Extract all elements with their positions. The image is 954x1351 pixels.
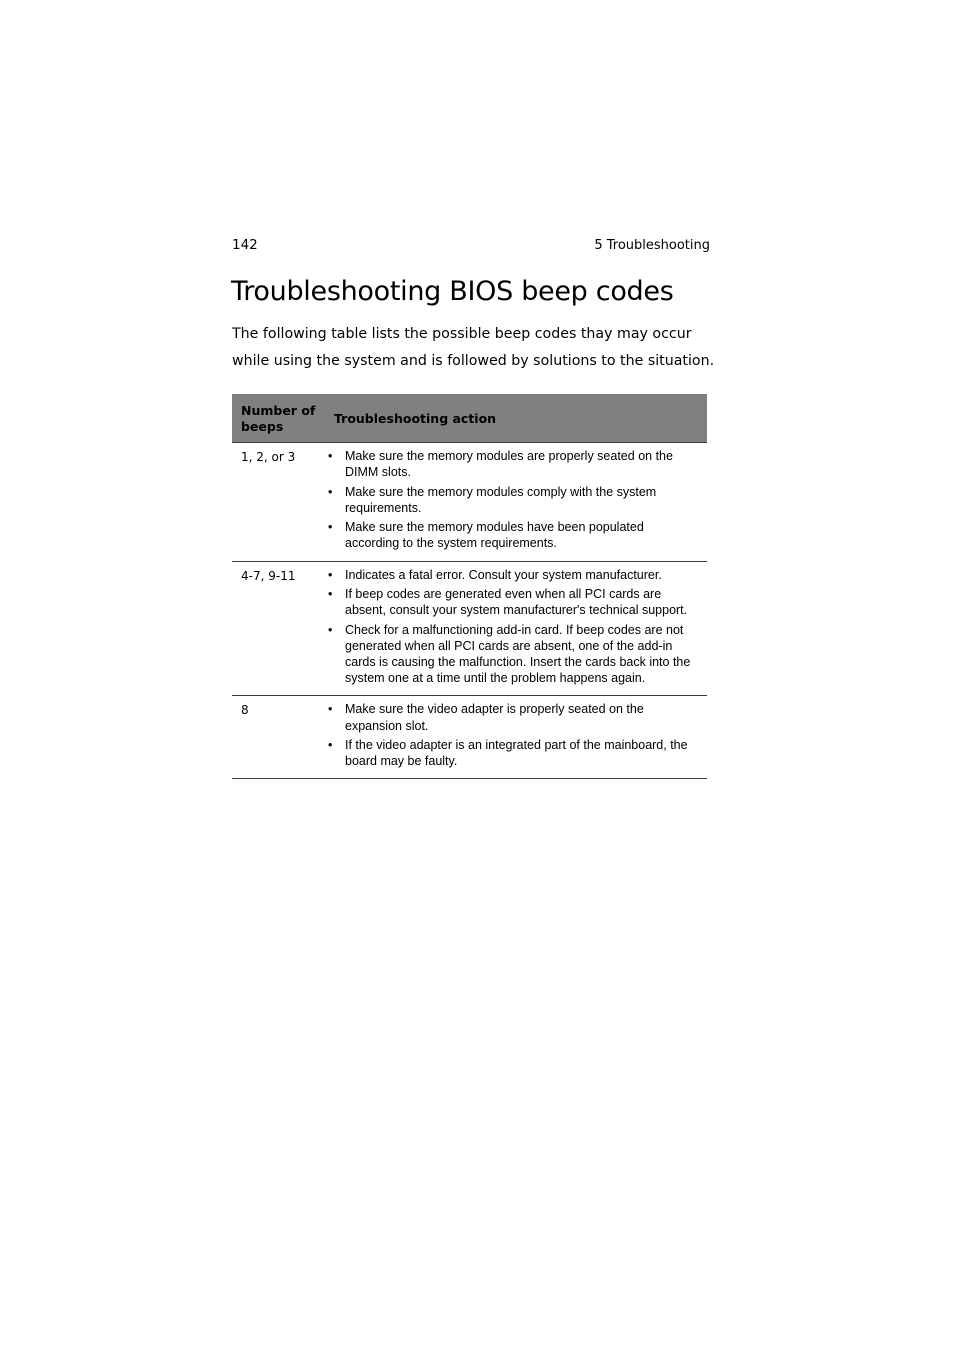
beep-codes-table [232, 394, 707, 779]
table-header-row [232, 394, 707, 443]
beep-count-cell: 1, 2, or 3 [232, 443, 326, 562]
table-row [232, 561, 707, 696]
list-item [328, 701, 693, 733]
list-item [328, 737, 693, 769]
bullet-icon: • [328, 484, 333, 499]
list-item [328, 448, 693, 480]
bullet-icon: • [328, 567, 333, 582]
action-list [328, 448, 693, 552]
bullet-icon: • [328, 702, 333, 717]
action-text: Make sure the memory modules are properly seated on the DIMM slots. [345, 449, 673, 480]
table-row [232, 696, 707, 779]
action-text: Make sure the memory modules have been populated according to the system requirements. [345, 520, 644, 551]
bullet-icon: • [328, 622, 333, 637]
list-item [328, 484, 693, 516]
list-item [328, 519, 693, 551]
intro-paragraph: The following table lists the possible beep codes thay may occur while using the system and is followed by solutions to the situation. [232, 326, 715, 369]
page-heading: Troubleshooting BIOS beep codes [231, 276, 674, 307]
column-header-beeps: Number of beeps [232, 394, 326, 443]
action-cell [326, 696, 707, 779]
action-text: Make sure the video adapter is properly seated on the expansion slot. [345, 702, 644, 733]
chapter-title: 5 Troubleshooting [594, 238, 710, 253]
action-list [328, 701, 693, 769]
beep-count-cell: 4-7, 9-11 [232, 561, 326, 696]
table-row [232, 443, 707, 562]
beep-count-cell: 8 [232, 696, 326, 779]
column-header-action: Troubleshooting action [326, 394, 707, 443]
action-text: Make sure the memory modules comply with the system requirements. [345, 484, 657, 515]
page-number: 142 [232, 237, 258, 253]
bullet-icon: • [328, 586, 333, 601]
action-text: If beep codes are generated even when all PCI cards are absent, consult your system manufacturer's technical support. [345, 586, 688, 618]
action-cell [326, 561, 707, 696]
action-list [328, 567, 693, 687]
action-text: Check for a malfunctioning add-in card. If beep codes are not generated when all PCI cards are absent, one of the add-in cards is causing the malfunction. Insert the cards back into the system one at a time until the problem happens again. [345, 622, 691, 686]
action-text: Indicates a fatal error. Consult your system manufacturer. [345, 567, 662, 582]
list-item [328, 586, 693, 618]
action-text: If the video adapter is an integrated part of the mainboard, the board may be faulty. [345, 737, 688, 769]
list-item [328, 567, 693, 583]
action-cell [326, 443, 707, 562]
list-item [328, 622, 693, 687]
bullet-icon: • [328, 520, 333, 535]
bullet-icon: • [328, 449, 333, 463]
bullet-icon: • [328, 737, 333, 752]
